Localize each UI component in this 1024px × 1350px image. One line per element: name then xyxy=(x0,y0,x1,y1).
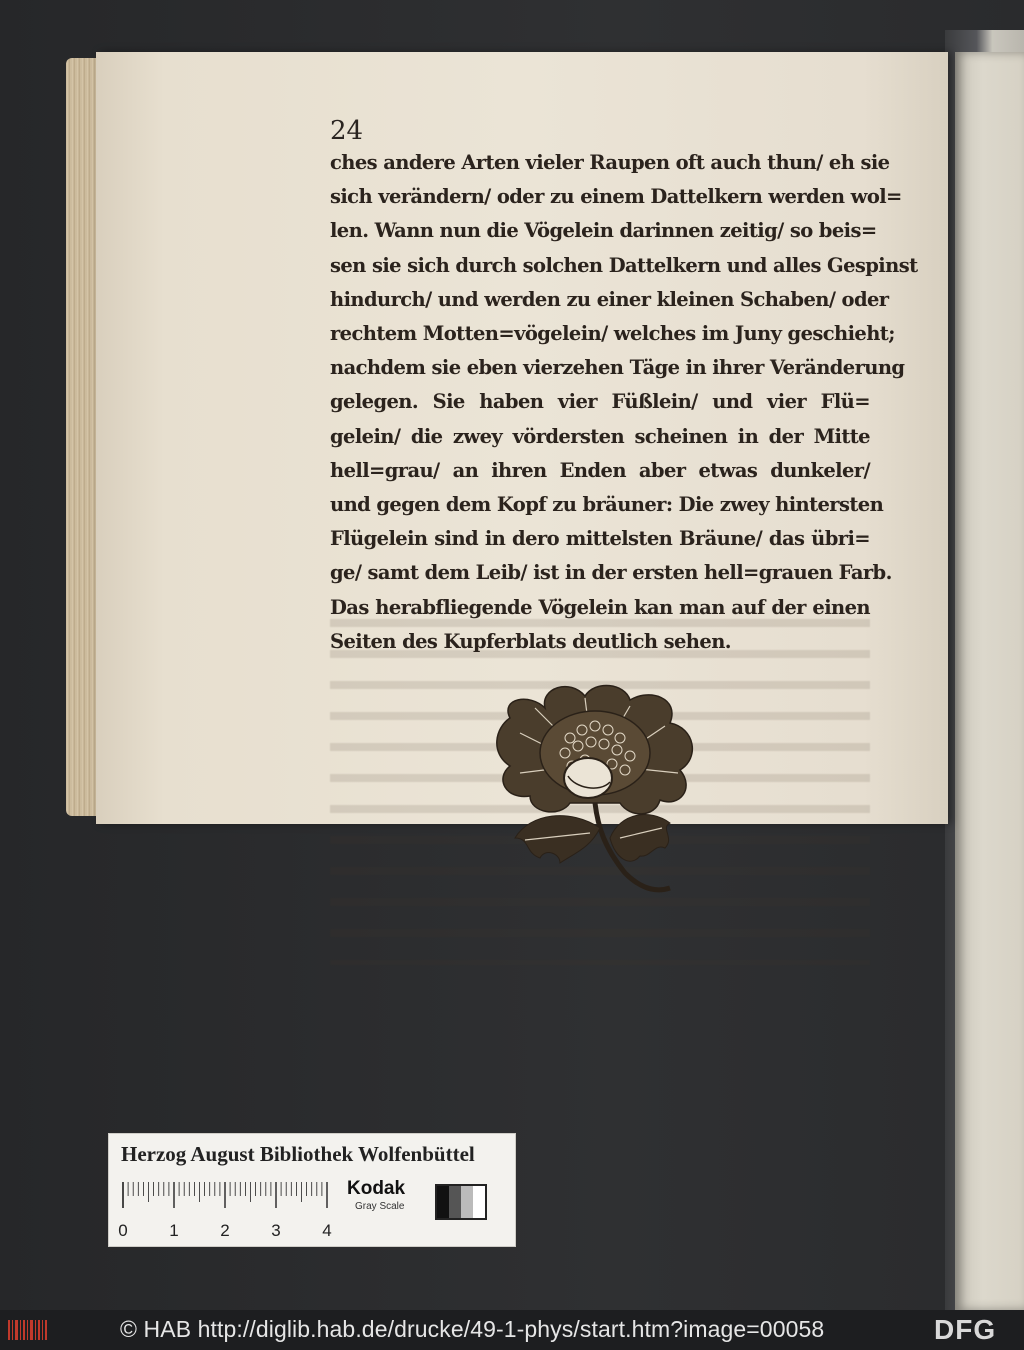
text-line: nachdem sie eben vierzehen Täge in ihrer Veränderung xyxy=(330,356,905,380)
barcode-icon xyxy=(6,1316,48,1344)
text-line: sen sie sich durch solchen Dattelkern und alles Gespinst xyxy=(330,253,918,277)
text-line: Das herabfliegende Vögelein kan man auf der einen xyxy=(330,595,870,619)
gray-scale-swatch xyxy=(435,1184,487,1220)
kodak-subtitle: Gray Scale xyxy=(355,1201,405,1212)
swatch-cell xyxy=(473,1186,485,1218)
copyright-link[interactable]: © HAB http://diglib.hab.de/drucke/49-1-phys/start.htm?image=00058 xyxy=(120,1316,825,1342)
text-line: Seiten des Kupferblats deutlich sehen. xyxy=(330,629,731,653)
ruler-label: 4 xyxy=(322,1221,332,1240)
ruler-scale xyxy=(118,1178,333,1244)
text-line: rechtem Motten=vögelein/ welches im Juny geschieht; xyxy=(330,322,895,346)
calibration-card xyxy=(108,1133,516,1247)
kodak-logo: Kodak xyxy=(347,1178,406,1199)
text-line: sich verändern/ oder zu einem Dattelkern werden wol= xyxy=(330,185,902,209)
text-line: hindurch/ und werden zu einer kleinen Schaben/ oder xyxy=(330,287,889,311)
library-name: Herzog August Bibliothek Wolfenbüttel xyxy=(121,1142,475,1166)
ruler-label: 0 xyxy=(118,1221,128,1240)
swatch-cell xyxy=(437,1186,449,1218)
text-block xyxy=(330,146,918,659)
text-line: ches andere Arten vieler Raupen oft auch thun/ eh sie xyxy=(330,151,890,174)
text-line: Flügelein sind in dero mittelsten Bräune/ das übri= xyxy=(330,527,870,551)
page-number: 24 xyxy=(330,116,364,146)
flower-woodcut xyxy=(490,678,705,908)
swatch-cell xyxy=(461,1186,473,1218)
text-line: len. Wann nun die Vögelein darinnen zeitig/ so beis= xyxy=(330,219,877,243)
swatch-cell xyxy=(449,1186,461,1218)
text-line: gelein/ die zwey vördersten scheinen in der Mitte xyxy=(330,424,870,448)
facing-page xyxy=(955,52,1024,1310)
footer-bar xyxy=(0,1310,1024,1350)
text-line: ge/ samt dem Leib/ ist in der ersten hell=grauen Farb. xyxy=(330,561,892,585)
text-line: und gegen dem Kopf zu bräuner: Die zwey hintersten xyxy=(330,493,884,517)
text-line: hell=grau/ an ihren Enden aber etwas dunkeler/ xyxy=(330,458,870,482)
ruler-label: 2 xyxy=(220,1221,230,1240)
dfg-logo: DFG xyxy=(934,1314,997,1345)
text-line: gelegen. Sie haben vier Füßlein/ und vier Flü= xyxy=(330,390,870,414)
ruler-label: 1 xyxy=(169,1221,179,1240)
ruler-label: 3 xyxy=(271,1221,281,1240)
